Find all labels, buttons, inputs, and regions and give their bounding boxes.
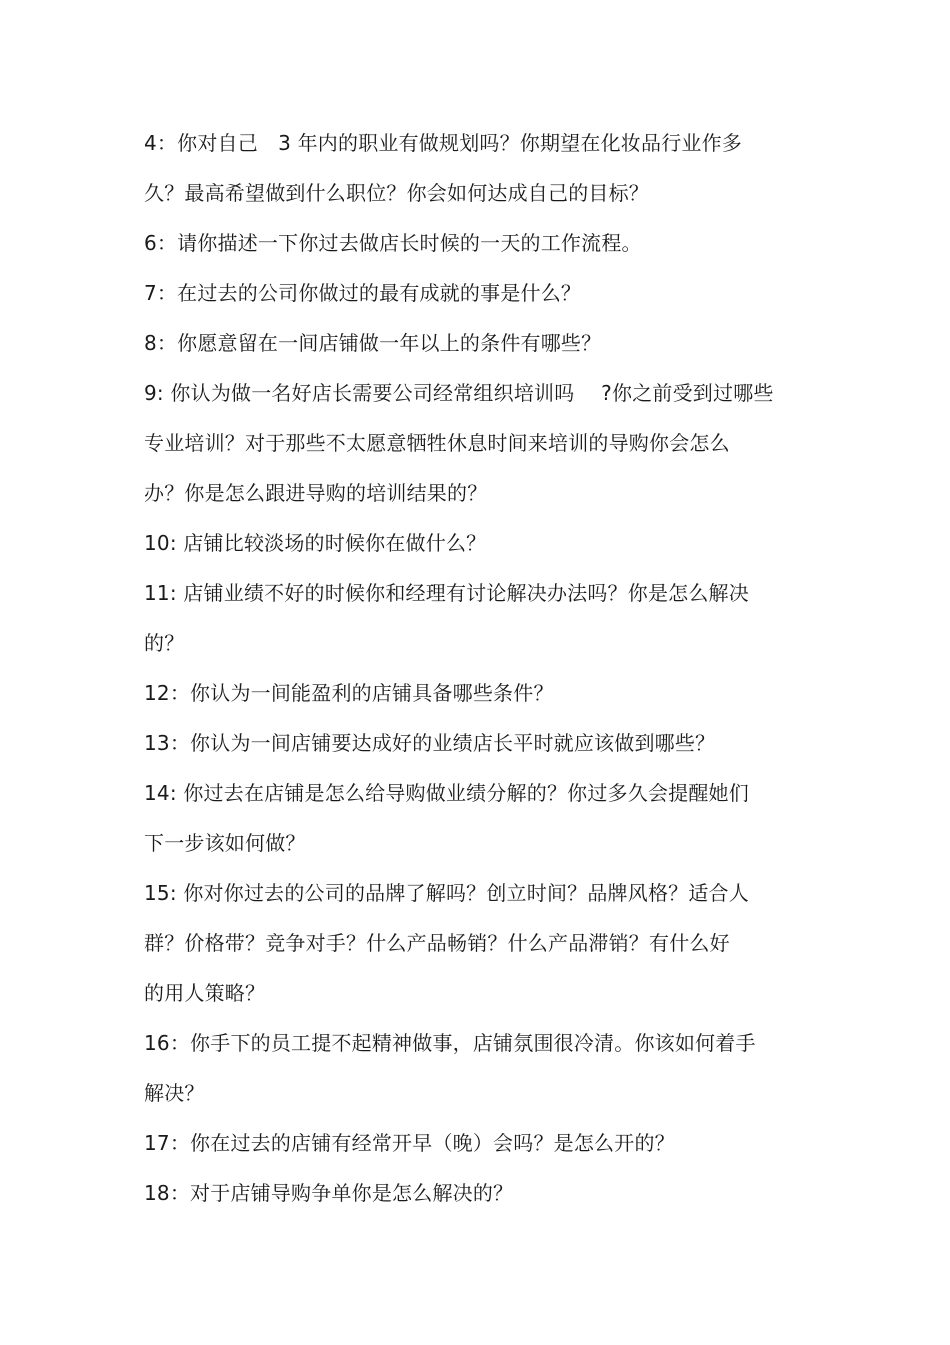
text-line: 专业培训？对于那些不太愿意牺牲休息时间来培训的导购你会怎么: [144, 431, 730, 455]
text-line: 12：你认为一间能盈利的店铺具备哪些条件？: [144, 681, 554, 705]
text-line: 的用人策略？: [144, 981, 266, 1005]
text-line: 11: 店铺业绩不好的时候你和经理有讨论解决办法吗？你是怎么解决: [144, 581, 749, 605]
text-line: 6：请你描述一下你过去做店长时候的一天的工作流程。: [144, 231, 642, 255]
text-line: 下一步该如何做？: [144, 831, 306, 855]
text-line: 的？: [144, 631, 185, 655]
text-line: 13：你认为一间店铺要达成好的业绩店长平时就应该做到哪些？: [144, 731, 716, 755]
text-line: 15: 你对你过去的公司的品牌了解吗？创立时间？品牌风格？适合人: [144, 881, 749, 905]
text-line: 久？最高希望做到什么职位？你会如何达成自己的目标？: [144, 181, 649, 205]
text-line: 14: 你过去在店铺是怎么给导购做业绩分解的？你过多久会提醒她们: [144, 781, 749, 805]
text-line: 4：你对自己 3 年内的职业有做规划吗？你期望在化妆品行业作多: [144, 131, 743, 155]
text-line: 解决？: [144, 1081, 205, 1105]
text-line: 8：你愿意留在一间店铺做一年以上的条件有哪些？: [144, 331, 602, 355]
text-line: 17：你在过去的店铺有经常开早（晚）会吗？是怎么开的？: [144, 1131, 675, 1155]
text-line: 群？价格带？竞争对手？什么产品畅销？什么产品滞销？有什么好: [144, 931, 730, 955]
text-line: 18：对于店铺导购争单你是怎么解决的？: [144, 1181, 514, 1205]
document-body: [144, 118, 824, 1218]
text-line: 10: 店铺比较淡场的时候你在做什么？: [144, 531, 487, 555]
text-line: 7：在过去的公司你做过的最有成就的事是什么？: [144, 281, 582, 305]
text-line: 办？你是怎么跟进导购的培训结果的？: [144, 481, 488, 505]
text-line: 16：你手下的员工提不起精神做事，店铺氛围很冷清。你该如何着手: [144, 1031, 756, 1055]
text-line: 9: 你认为做一名好店长需要公司经常组织培训吗 ?你之前受到过哪些: [144, 381, 774, 405]
